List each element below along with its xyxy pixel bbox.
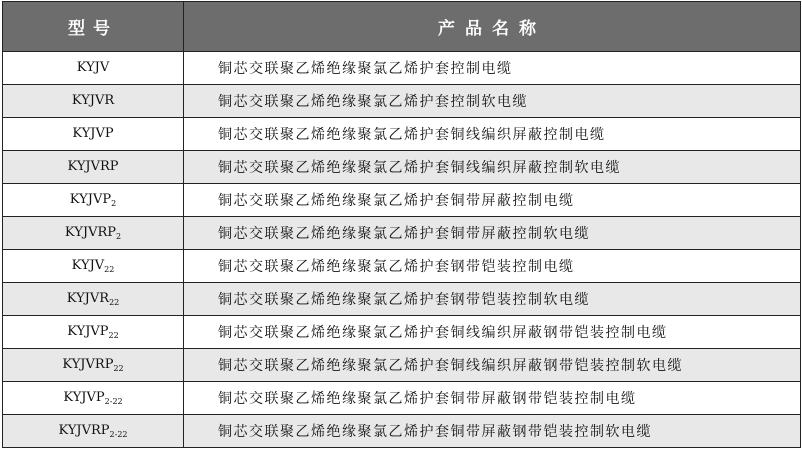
table-body: [3, 52, 801, 448]
table-row: [3, 250, 801, 283]
model-cell: [3, 151, 184, 184]
product-name-cell: 铜芯交联聚乙烯绝缘聚氯乙烯护套控制电缆: [184, 52, 801, 85]
model-code: KYJVP: [72, 126, 114, 141]
header-row: [3, 2, 801, 52]
table-row: [3, 184, 801, 217]
table-row: [3, 52, 801, 85]
table-row: [3, 415, 801, 448]
table-header: [3, 2, 801, 52]
model-code: KYJVRP: [67, 159, 119, 174]
table-row: [3, 382, 801, 415]
table-row: [3, 217, 801, 250]
product-name-cell: 铜芯交联聚乙烯绝缘聚氯乙烯护套铜带屏蔽控制软电缆: [184, 217, 801, 250]
product-name-cell: 铜芯交联聚乙烯绝缘聚氯乙烯护套控制软电缆: [184, 85, 801, 118]
model-code: KYJVP: [67, 324, 109, 339]
model-code: KYJV: [71, 258, 105, 273]
table-row: [3, 283, 801, 316]
table-row: [3, 85, 801, 118]
model-subscript: 2: [116, 232, 122, 241]
model-cell: [3, 382, 184, 415]
product-name-cell: 铜芯交联聚乙烯绝缘聚氯乙烯护套铜带屏蔽钢带铠装控制电缆: [184, 382, 801, 415]
model-code: KYJVRP: [64, 225, 116, 240]
table-row: [3, 316, 801, 349]
model-cell: [3, 184, 184, 217]
product-name-cell: 铜芯交联聚乙烯绝缘聚氯乙烯护套铜线编织屏蔽控制电缆: [184, 118, 801, 151]
product-name-cell: 铜芯交联聚乙烯绝缘聚氯乙烯护套铜带屏蔽控制电缆: [184, 184, 801, 217]
header-product-name: 产品名称: [184, 2, 801, 52]
model-cell: [3, 217, 184, 250]
model-code: KYJVRP: [58, 423, 110, 438]
model-subscript: 2-22: [104, 397, 123, 406]
model-subscript: 2: [111, 199, 117, 208]
product-name-cell: 铜芯交联聚乙烯绝缘聚氯乙烯护套铜线编织屏蔽钢带铠装控制软电缆: [184, 349, 801, 382]
model-code: KYJVP: [69, 192, 112, 207]
model-cell: [3, 85, 184, 118]
model-cell: [3, 415, 184, 448]
header-model: 型号: [3, 2, 184, 52]
model-code: KYJVP: [63, 390, 105, 405]
model-subscript: 22: [109, 298, 120, 307]
product-name-cell: 铜芯交联聚乙烯绝缘聚氯乙烯护套铜带屏蔽钢带铠装控制软电缆: [184, 415, 801, 448]
model-cell: [3, 250, 184, 283]
table-row: [3, 118, 801, 151]
model-cell: [3, 118, 184, 151]
product-name-cell: 铜芯交联聚乙烯绝缘聚氯乙烯护套铜线编织屏蔽钢带铠装控制电缆: [184, 316, 801, 349]
model-code: KYJVR: [71, 93, 115, 108]
model-subscript: 2-22: [109, 430, 128, 439]
table-row: [3, 349, 801, 382]
model-code: KYJV: [76, 60, 110, 75]
model-code: KYJVRP: [62, 357, 114, 372]
product-name-cell: 铜芯交联聚乙烯绝缘聚氯乙烯护套钢带铠装控制软电缆: [184, 283, 801, 316]
model-subscript: 22: [113, 364, 124, 373]
model-cell: [3, 283, 184, 316]
product-name-cell: 铜芯交联聚乙烯绝缘聚氯乙烯护套钢带铠装控制电缆: [184, 250, 801, 283]
model-cell: [3, 52, 184, 85]
product-name-cell: 铜芯交联聚乙烯绝缘聚氯乙烯护套铜线编织屏蔽控制软电缆: [184, 151, 801, 184]
product-table: [2, 1, 801, 448]
model-cell: [3, 349, 184, 382]
model-subscript: 22: [108, 331, 119, 340]
model-cell: [3, 316, 184, 349]
model-code: KYJVR: [66, 291, 110, 306]
table-row: [3, 151, 801, 184]
model-subscript: 22: [104, 265, 115, 274]
